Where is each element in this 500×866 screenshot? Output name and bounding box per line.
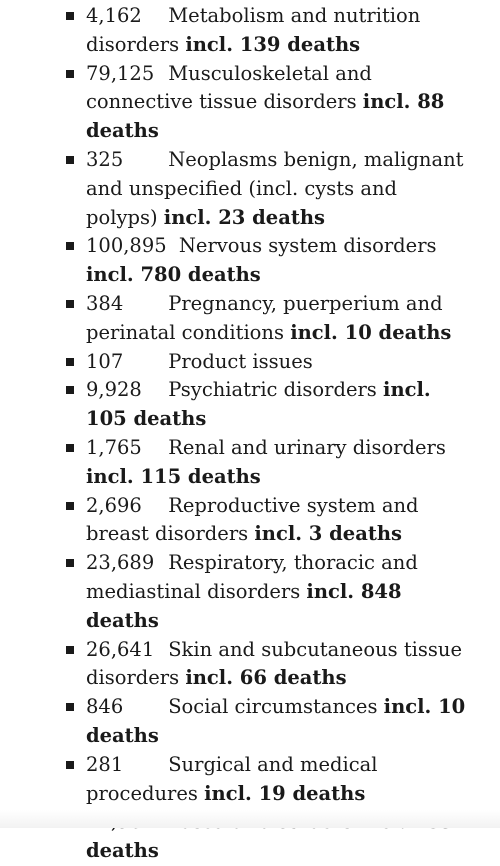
list-item [66,492,470,550]
list-item [66,434,470,492]
death-count: incl. 10 deaths [86,695,466,747]
event-count: 9,928 [86,378,142,402]
death-count: incl. 848 deaths [86,579,402,632]
event-category: Neoplasms benign, malignant and unspecified (incl. cysts and polyps) [86,147,464,229]
death-count: incl. 139 deaths [185,32,361,56]
event-count: 79,125 [86,61,155,85]
adverse-event-list [66,2,470,866]
square-bullet-icon [66,358,74,366]
event-count: 2,696 [86,493,142,517]
event-category: Skin and subcutaneous tissue disorders [86,637,463,690]
death-count: incl. 105 deaths [86,378,431,431]
list-item [66,60,470,146]
death-count: incl. 115 deaths [86,464,261,488]
square-bullet-icon [66,300,74,308]
square-bullet-icon [66,703,74,711]
death-count: incl. 10 deaths [290,320,452,344]
death-count: incl. 3 deaths [254,522,402,546]
square-bullet-icon [66,502,74,510]
square-bullet-icon [66,242,74,250]
square-bullet-icon [66,444,74,452]
square-bullet-icon [66,70,74,78]
list-item [66,751,470,809]
event-count: 325 [86,147,124,171]
event-count: 846 [86,695,124,719]
event-count: 100,895 [86,234,167,258]
event-category: Musculoskeletal and connective tissue disorders [86,61,372,114]
event-category: Surgical and medical procedures [86,752,378,805]
square-bullet-icon [66,559,74,567]
event-category: Social circumstances [168,695,378,719]
death-count: incl. 780 deaths [86,263,261,287]
death-count: incl. 19 deaths [204,781,366,805]
list-item [66,348,470,377]
square-bullet-icon [66,12,74,20]
list-item [66,693,470,751]
square-bullet-icon [66,386,74,394]
list-item [66,146,470,232]
list-item [66,232,470,290]
list-item [66,2,470,60]
list-item [66,376,470,434]
event-category: Metabolism and nutrition disorders [86,4,421,56]
square-bullet-icon [66,646,74,654]
square-bullet-icon [66,156,74,164]
event-count: 26,641 [86,637,155,661]
event-count: 23,689 [86,551,155,575]
list-item [66,290,470,348]
event-category: Psychiatric disorders [168,378,377,402]
list-item [66,636,470,694]
event-category: Pregnancy, puerperium and perinatal conditions [86,291,443,344]
list-item [66,549,470,635]
event-category: Nervous system disorders [178,234,437,258]
death-count: incl. 66 deaths [185,666,347,690]
bottom-edge [0,810,500,828]
event-count: 281 [86,752,124,776]
death-count: deaths [86,839,159,863]
event-count: 1,765 [86,435,142,459]
event-count: 384 [86,291,124,315]
square-bullet-icon [66,761,74,769]
event-category: Renal and urinary disorders [168,435,446,459]
event-category: Product issues [168,349,313,373]
event-count: 107 [86,349,124,373]
event-category: Reproductive system and breast disorders [86,493,419,546]
death-count: incl. 23 deaths [163,205,325,229]
event-count: 4,162 [86,4,142,27]
death-count: incl. 88 deaths [86,90,445,143]
event-category: Respiratory, thoracic and mediastinal disorders [86,551,418,603]
